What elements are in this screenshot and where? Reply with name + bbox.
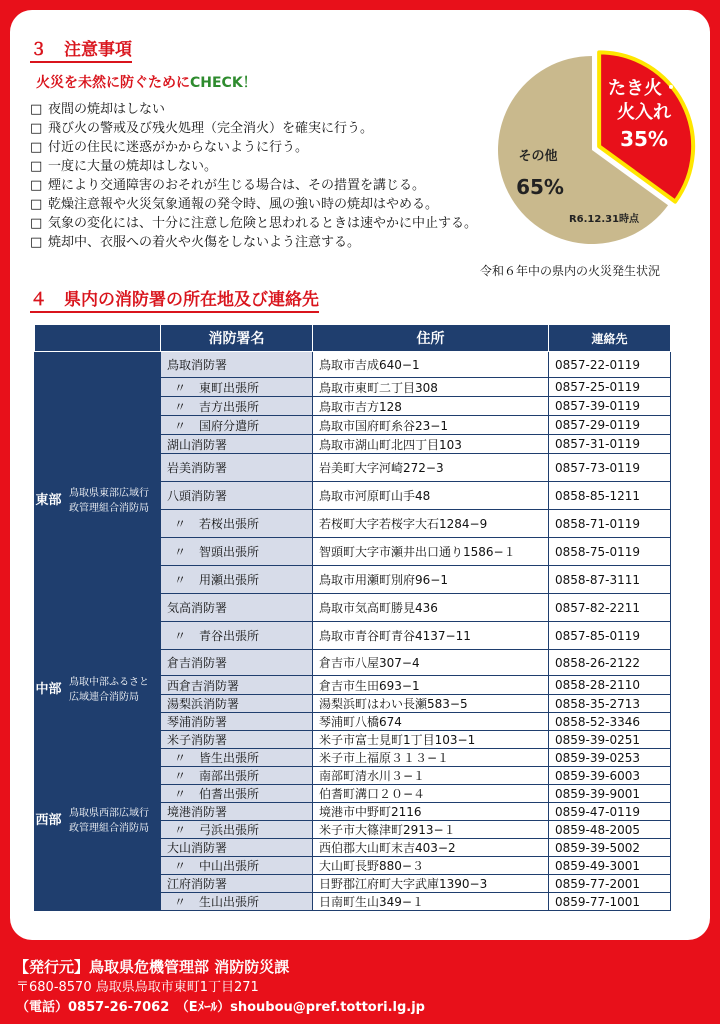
station-name: 中山出張所 — [199, 859, 260, 873]
station-phone: 0857-85-0119 — [549, 622, 671, 650]
station-address: 湯梨浜町はわい長瀬583−5 — [313, 695, 549, 713]
station-name-cell — [161, 839, 313, 857]
checklist-item-text: 一度に大量の焼却はしない。 — [48, 159, 218, 174]
station-name: 八頭消防署 — [167, 489, 228, 503]
station-address: 鳥取市吉成640−1 — [313, 352, 549, 378]
station-address: 西伯郡大山町末吉403−2 — [313, 839, 549, 857]
station-phone: 0859-39-9001 — [549, 785, 671, 803]
station-name-cell — [161, 893, 313, 911]
station-phone: 0859-39-6003 — [549, 767, 671, 785]
checkbox-icon: □ — [30, 235, 43, 250]
station-address: 南部町清水川３−１ — [313, 767, 549, 785]
checkbox-icon: □ — [30, 140, 43, 155]
table-header-row — [35, 325, 671, 352]
station-phone: 0857-39-0119 — [549, 397, 671, 416]
table-row — [35, 650, 671, 676]
header-contact: 連絡先 — [549, 325, 671, 352]
checklist-item — [30, 233, 477, 252]
station-name: 湯梨浜消防署 — [167, 697, 240, 711]
station-name-cell — [161, 676, 313, 695]
station-name: 岩美消防署 — [167, 461, 228, 475]
ditto-mark: 〃 — [173, 859, 186, 873]
station-address: 倉吉市生田693−1 — [313, 676, 549, 695]
station-address: 米子市富士見町1丁目103−1 — [313, 731, 549, 749]
checkbox-icon: □ — [30, 197, 43, 212]
station-phone: 0857-25-0119 — [549, 378, 671, 397]
station-name-cell — [161, 538, 313, 566]
pie-label-takibi-line2: 火入れ — [617, 102, 671, 123]
station-name: 江府消防署 — [167, 877, 228, 891]
region-label: 中部 — [35, 650, 63, 731]
station-name-cell — [161, 378, 313, 397]
station-address: 鳥取市用瀬町別府96−1 — [313, 566, 549, 594]
region-label: 西部 — [35, 731, 63, 911]
pie-value-other: 65% — [516, 175, 564, 199]
station-name-cell — [161, 454, 313, 482]
station-name-cell — [161, 650, 313, 676]
station-name-cell — [161, 352, 313, 378]
check-prefix: 火災を未然に防ぐために — [36, 75, 190, 91]
ditto-mark: 〃 — [173, 895, 186, 909]
ditto-mark: 〃 — [173, 751, 186, 765]
station-name: 東町出張所 — [199, 380, 260, 395]
station-name: 湖山消防署 — [167, 437, 228, 452]
station-name-cell — [161, 857, 313, 875]
station-address: 鳥取市国府町糸谷23−1 — [313, 416, 549, 435]
station-phone: 0859-39-0253 — [549, 749, 671, 767]
station-name-cell — [161, 482, 313, 510]
header-station-name: 消防署名 — [161, 325, 313, 352]
pie-value-takibi: 35% — [620, 127, 668, 151]
footer-contact: （電話）0857-26-7062 （Eﾒｰﾙ）shoubou@pref.tottori.lg.jp — [16, 1000, 425, 1015]
publisher-footer — [14, 956, 425, 1018]
station-phone: 0859-47-0119 — [549, 803, 671, 821]
station-phone: 0859-77-2001 — [549, 875, 671, 893]
station-name: 大山消防署 — [167, 841, 228, 855]
region-org: 鳥取県東部広域行政管理組合消防局 — [63, 352, 161, 650]
fire-station-table — [34, 324, 671, 911]
checklist-item — [30, 195, 477, 214]
region-label: 東部 — [35, 352, 63, 650]
station-name: 智頭出張所 — [199, 545, 260, 559]
station-phone: 0857-31-0119 — [549, 435, 671, 454]
station-name-cell — [161, 435, 313, 454]
station-phone: 0858-28-2110 — [549, 676, 671, 695]
station-name-cell — [161, 510, 313, 538]
station-address: 岩美町大字河崎272−3 — [313, 454, 549, 482]
station-name: 国府分遣所 — [199, 418, 260, 433]
pie-label-other: その他 — [518, 149, 558, 164]
station-phone: 0857-29-0119 — [549, 416, 671, 435]
header-corner — [35, 325, 161, 352]
checklist-item-text: 気象の変化には、十分に注意し危険と思われるときは速やかに中止する。 — [48, 216, 478, 231]
checklist-item — [30, 214, 477, 233]
footer-publisher: 【発行元】鳥取県危機管理部 消防防災課 — [14, 958, 290, 976]
ditto-mark: 〃 — [173, 517, 186, 531]
checklist-item-text: 飛び火の警戒及び残火処理（完全消火）を確実に行う。 — [48, 121, 374, 136]
station-name: 西倉吉消防署 — [167, 678, 240, 693]
station-name: 皆生出張所 — [199, 751, 260, 765]
station-address: 境港市中野町2116 — [313, 803, 549, 821]
station-name: 鳥取消防署 — [167, 358, 228, 372]
station-name: 用瀬出張所 — [199, 573, 260, 587]
table-row — [35, 352, 671, 378]
station-name: 境港消防署 — [167, 805, 228, 819]
station-name: 若桜出張所 — [199, 517, 260, 531]
station-name: 弓浜出張所 — [199, 823, 260, 837]
station-address: 鳥取市青谷町青谷4137−11 — [313, 622, 549, 650]
ditto-mark: 〃 — [173, 823, 186, 837]
station-phone: 0858-75-0119 — [549, 538, 671, 566]
ditto-mark: 〃 — [173, 418, 186, 433]
pie-date-note: R6.12.31時点 — [568, 214, 640, 225]
ditto-mark: 〃 — [173, 545, 186, 559]
checklist-item-text: 乾燥注意報や火災気象通報の発令時、風の強い時の焼却はやめる。 — [48, 197, 439, 212]
station-name-cell — [161, 713, 313, 731]
checkbox-icon: □ — [30, 121, 43, 136]
station-name-cell — [161, 821, 313, 839]
ditto-mark: 〃 — [173, 380, 186, 395]
station-phone: 0858-87-3111 — [549, 566, 671, 594]
section3-title: ３ 注意事項 — [30, 40, 132, 63]
station-address: 鳥取市吉方128 — [313, 397, 549, 416]
station-address: 鳥取市河原町山手48 — [313, 482, 549, 510]
station-phone: 0858-26-2122 — [549, 650, 671, 676]
region-org: 鳥取中部ふるさと広域連合消防局 — [63, 650, 161, 731]
checklist-item-text: 煙により交通障害のおそれが生じる場合は、その措置を講じる。 — [48, 178, 426, 193]
checkbox-icon: □ — [30, 216, 43, 231]
station-phone: 0858-71-0119 — [549, 510, 671, 538]
station-phone: 0858-85-1211 — [549, 482, 671, 510]
station-phone: 0859-49-3001 — [549, 857, 671, 875]
header-address: 住所 — [313, 325, 549, 352]
check-heading — [36, 72, 257, 92]
station-name-cell — [161, 397, 313, 416]
station-phone: 0857-22-0119 — [549, 352, 671, 378]
station-name: 伯耆出張所 — [199, 787, 260, 801]
station-name: 吉方出張所 — [199, 399, 260, 414]
station-address: 鳥取市東町二丁目308 — [313, 378, 549, 397]
station-phone: 0859-48-2005 — [549, 821, 671, 839]
pie-label-takibi-line1: たき火・ — [608, 78, 680, 99]
ditto-mark: 〃 — [173, 629, 186, 643]
station-name-cell — [161, 749, 313, 767]
station-name-cell — [161, 566, 313, 594]
station-address: 鳥取市湖山町北四丁目103 — [313, 435, 549, 454]
station-phone: 0858-52-3346 — [549, 713, 671, 731]
ditto-mark: 〃 — [173, 573, 186, 587]
ditto-mark: 〃 — [173, 787, 186, 801]
station-phone: 0858-35-2713 — [549, 695, 671, 713]
checklist-item-text: 付近の住民に迷惑がかからないように行う。 — [48, 140, 309, 155]
checklist-item-text: 夜間の焼却はしない — [48, 102, 166, 117]
checkbox-icon: □ — [30, 102, 43, 117]
checklist-item-text: 焼却中、衣服への着火や火傷をしないよう注意する。 — [48, 235, 361, 250]
check-word: CHECK！ — [190, 75, 257, 91]
ditto-mark: 〃 — [173, 769, 186, 783]
station-address: 若桜町大字若桜字大石1284−9 — [313, 510, 549, 538]
station-address: 智頭町大字市瀬井出口通り1586−１ — [313, 538, 549, 566]
station-name: 倉吉消防署 — [167, 656, 228, 670]
checkbox-icon: □ — [30, 159, 43, 174]
station-name: 青谷出張所 — [199, 629, 260, 643]
station-phone: 0859-39-0251 — [549, 731, 671, 749]
station-name-cell — [161, 767, 313, 785]
station-phone: 0857-73-0119 — [549, 454, 671, 482]
station-address: 倉吉市八屋307−4 — [313, 650, 549, 676]
station-phone: 0859-77-1001 — [549, 893, 671, 911]
station-name-cell — [161, 695, 313, 713]
checklist-item — [30, 176, 477, 195]
checklist-item — [30, 138, 477, 157]
station-phone: 0859-39-5002 — [549, 839, 671, 857]
checkbox-icon: □ — [30, 178, 43, 193]
station-name-cell — [161, 785, 313, 803]
station-address: 米子市大篠津町2913−１ — [313, 821, 549, 839]
checklist-item — [30, 119, 477, 138]
station-address: 日南町生山349−１ — [313, 893, 549, 911]
caution-checklist — [30, 100, 477, 252]
station-name: 気高消防署 — [167, 601, 228, 615]
footer-address: 〒680-8570 鳥取県鳥取市東町1丁目271 — [16, 980, 259, 995]
station-name: 生山出張所 — [199, 895, 260, 909]
station-name-cell — [161, 875, 313, 893]
table-row — [35, 731, 671, 749]
station-address: 伯耆町溝口２０−４ — [313, 785, 549, 803]
checklist-item — [30, 100, 477, 119]
station-name: 琴浦消防署 — [167, 715, 228, 729]
station-name-cell — [161, 594, 313, 622]
station-address: 琴浦町八橋674 — [313, 713, 549, 731]
pie-caption: 令和６年中の県内の火災発生状況 — [480, 264, 661, 278]
section4-title: ４ 県内の消防署の所在地及び連絡先 — [30, 290, 319, 313]
station-name: 米子消防署 — [167, 733, 228, 747]
station-address: 大山町長野880−３ — [313, 857, 549, 875]
station-name-cell — [161, 622, 313, 650]
ditto-mark: 〃 — [173, 399, 186, 414]
station-address: 鳥取市気高町勝見436 — [313, 594, 549, 622]
station-address: 日野郡江府町大字武庫1390−3 — [313, 875, 549, 893]
station-name-cell — [161, 416, 313, 435]
station-address: 米子市上福原３１３−１ — [313, 749, 549, 767]
station-name-cell — [161, 803, 313, 821]
station-name: 南部出張所 — [199, 769, 260, 783]
region-org: 鳥取県西部広域行政管理組合消防局 — [63, 731, 161, 911]
station-phone: 0857-82-2211 — [549, 594, 671, 622]
checklist-item — [30, 157, 477, 176]
station-name-cell — [161, 731, 313, 749]
fire-cause-pie-chart — [484, 36, 706, 258]
